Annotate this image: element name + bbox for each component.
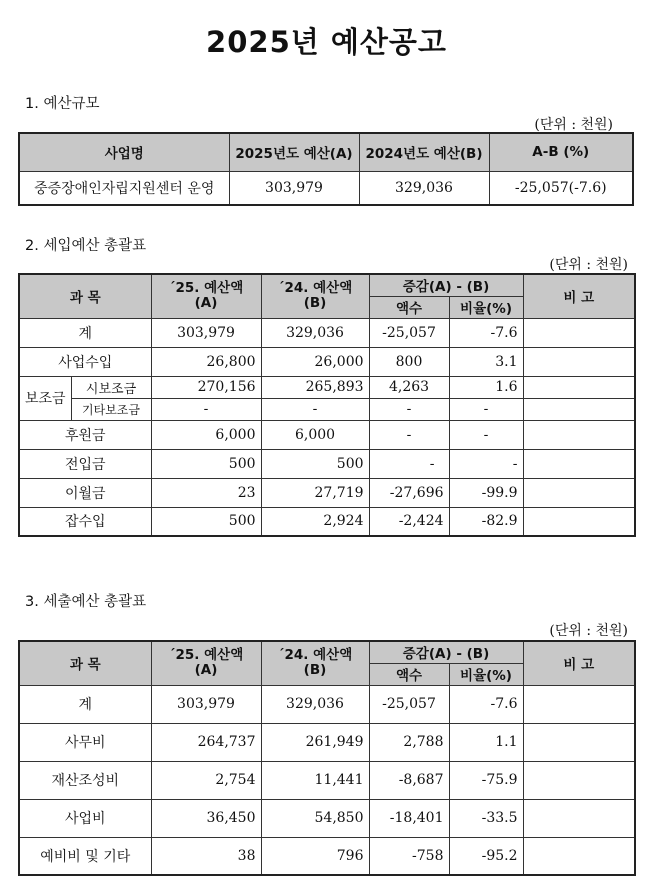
cell: 3.1 (449, 347, 523, 376)
row-label-subsidy: 보조금 (19, 376, 71, 420)
cell: -25,057 (369, 318, 449, 347)
header-2025-budget: 2025년도 예산(A) (229, 133, 359, 171)
revenue-table (18, 273, 636, 537)
row-label: 이월금 (19, 478, 151, 507)
cell: 6,000 (151, 420, 261, 449)
header-amount: 액수 (369, 296, 449, 318)
note-cell (523, 507, 635, 536)
header-2024-amount: ´24. 예산액 (B) (261, 274, 369, 318)
cell: -2,424 (369, 507, 449, 536)
cell: -7.6 (449, 685, 523, 723)
table-row (19, 685, 635, 723)
value-2025: 303,979 (229, 171, 359, 205)
cell: 2,924 (261, 507, 369, 536)
value-diff: -25,057(-7.6) (489, 171, 633, 205)
header-subject: 과 목 (19, 274, 151, 318)
row-label: 사무비 (19, 723, 151, 761)
value-2024: 329,036 (359, 171, 489, 205)
header-2025-amount: ´25. 예산액 (A) (151, 274, 261, 318)
note-cell (523, 376, 635, 398)
table-row (19, 723, 635, 761)
table-row (19, 171, 633, 205)
cell: -33.5 (449, 799, 523, 837)
row-label: 잡수입 (19, 507, 151, 536)
cell: - (449, 398, 523, 420)
cell: -99.9 (449, 478, 523, 507)
section2-unit: (단위 : 천원) (549, 257, 628, 273)
cell: 11,441 (261, 761, 369, 799)
header-rate: 비율(%) (449, 663, 523, 685)
cell: - (449, 449, 523, 478)
cell: -8,687 (369, 761, 449, 799)
cell: 2,788 (369, 723, 449, 761)
cell: 26,000 (261, 347, 369, 376)
table-row (19, 507, 635, 536)
page-title: 2025년 예산공고 (206, 25, 447, 59)
table-row (19, 449, 635, 478)
header-amount: 액수 (369, 663, 449, 685)
note-cell (523, 318, 635, 347)
cell: 4,263 (369, 376, 449, 398)
cell: 6,000 (261, 420, 369, 449)
row-label: 사업수입 (19, 347, 151, 376)
row-label: 계 (19, 318, 151, 347)
row-label: 전입금 (19, 449, 151, 478)
note-cell (523, 799, 635, 837)
budget-size-table (18, 132, 634, 206)
header-2024-budget: 2024년도 예산(B) (359, 133, 489, 171)
note-cell (523, 420, 635, 449)
cell: -758 (369, 837, 449, 875)
cell: - (369, 420, 449, 449)
cell: 303,979 (151, 685, 261, 723)
section3-heading: 3. 세출예산 총괄표 (25, 594, 147, 610)
header-note: 비 고 (523, 274, 635, 318)
table-row (19, 398, 635, 420)
table-row (19, 478, 635, 507)
cell: - (151, 398, 261, 420)
cell: -7.6 (449, 318, 523, 347)
cell: 261,949 (261, 723, 369, 761)
cell: 329,036 (261, 685, 369, 723)
cell: -75.9 (449, 761, 523, 799)
expenditure-table (18, 640, 636, 876)
note-cell (523, 347, 635, 376)
cell: 23 (151, 478, 261, 507)
row-sublabel: 시보조금 (71, 376, 151, 398)
cell: 27,719 (261, 478, 369, 507)
cell: 264,737 (151, 723, 261, 761)
cell: - (449, 420, 523, 449)
row-label: 후원금 (19, 420, 151, 449)
cell: 54,850 (261, 799, 369, 837)
header-business-name: 사업명 (19, 133, 229, 171)
header-note: 비 고 (523, 641, 635, 685)
note-cell (523, 685, 635, 723)
header-difference: A-B (%) (489, 133, 633, 171)
note-cell (523, 398, 635, 420)
header-subject: 과 목 (19, 641, 151, 685)
cell: 270,156 (151, 376, 261, 398)
table-row (19, 347, 635, 376)
cell: 26,800 (151, 347, 261, 376)
cell: 500 (151, 507, 261, 536)
cell: 38 (151, 837, 261, 875)
note-cell (523, 761, 635, 799)
table-row (19, 799, 635, 837)
section1-unit: (단위 : 천원) (534, 117, 613, 133)
section1-heading: 1. 예산규모 (25, 96, 100, 112)
cell: 329,036 (261, 318, 369, 347)
cell: - (369, 449, 449, 478)
section3-unit: (단위 : 천원) (549, 623, 628, 639)
header-rate: 비율(%) (449, 296, 523, 318)
cell: 2,754 (151, 761, 261, 799)
note-cell (523, 449, 635, 478)
note-cell (523, 837, 635, 875)
cell: 1.6 (449, 376, 523, 398)
cell: -25,057 (369, 685, 449, 723)
header-change: 증감(A) - (B) (369, 641, 523, 663)
table-row (19, 376, 635, 398)
cell: -27,696 (369, 478, 449, 507)
cell: 36,450 (151, 799, 261, 837)
row-label: 계 (19, 685, 151, 723)
cell: 265,893 (261, 376, 369, 398)
header-2025-amount: ´25. 예산액 (A) (151, 641, 261, 685)
cell: 500 (151, 449, 261, 478)
cell: - (261, 398, 369, 420)
cell: 800 (369, 347, 449, 376)
business-name: 중증장애인자립지원센터 운영 (19, 171, 229, 205)
row-label: 예비비 및 기타 (19, 837, 151, 875)
row-label: 재산조성비 (19, 761, 151, 799)
row-sublabel: 기타보조금 (71, 398, 151, 420)
cell: - (369, 398, 449, 420)
cell: 796 (261, 837, 369, 875)
row-label: 사업비 (19, 799, 151, 837)
table-row (19, 420, 635, 449)
cell: -82.9 (449, 507, 523, 536)
cell: 303,979 (151, 318, 261, 347)
header-2024-amount: ´24. 예산액 (B) (261, 641, 369, 685)
header-change: 증감(A) - (B) (369, 274, 523, 296)
note-cell (523, 478, 635, 507)
table-row (19, 318, 635, 347)
cell: 500 (261, 449, 369, 478)
cell: -95.2 (449, 837, 523, 875)
table-row (19, 761, 635, 799)
cell: 1.1 (449, 723, 523, 761)
table-row (19, 837, 635, 875)
cell: -18,401 (369, 799, 449, 837)
section2-heading: 2. 세입예산 총괄표 (25, 238, 147, 254)
note-cell (523, 723, 635, 761)
